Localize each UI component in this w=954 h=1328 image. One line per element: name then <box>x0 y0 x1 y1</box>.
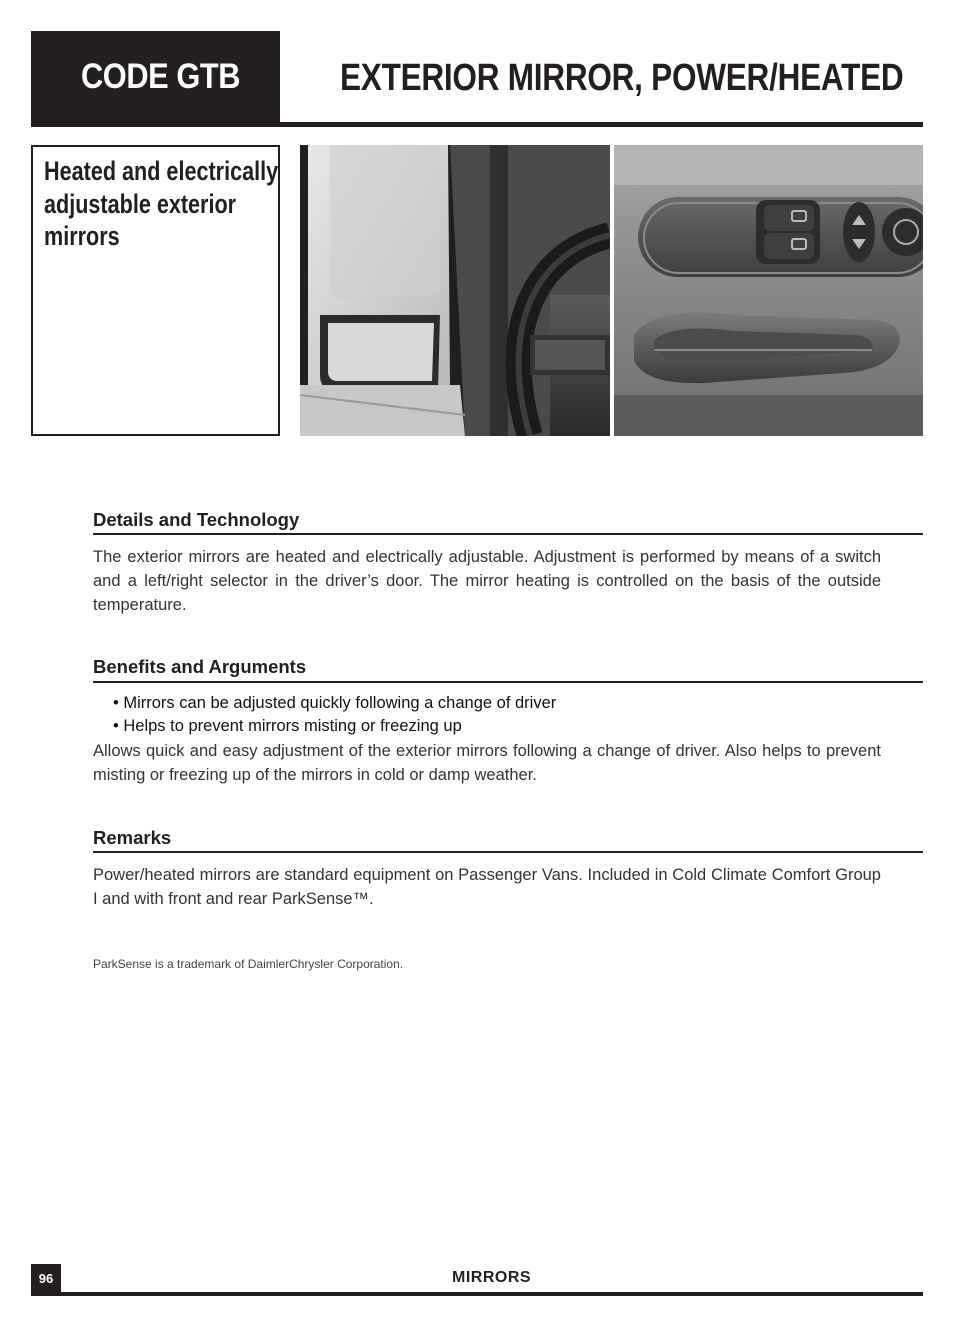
exterior-mirror-photo <box>300 145 610 436</box>
remarks-body: Power/heated mirrors are standard equipment on Passenger Vans. Included in Cold Climate Comfort Group I and with front and rear ParkSense™. <box>93 866 881 908</box>
title-divider <box>280 122 923 127</box>
code-label: CODE GTB <box>81 57 241 96</box>
benefits-heading: Benefits and Arguments <box>93 656 307 677</box>
exterior-mirror-image <box>300 145 610 436</box>
code-label-box <box>31 31 280 127</box>
footer-divider <box>31 1292 923 1296</box>
benefits-divider <box>93 681 923 683</box>
details-divider <box>93 533 923 535</box>
door-switch-panel-photo <box>614 145 923 436</box>
summary-box <box>31 145 280 436</box>
details-heading: Details and Technology <box>93 509 300 530</box>
summary-text: Heated and electrically adjustable exterior mirrors <box>44 156 279 251</box>
benefit-bullet-2: • Helps to prevent mirrors misting or freezing up <box>113 717 462 735</box>
details-body: The exterior mirrors are heated and electrically adjustable. Adjustment is performed by means of a switch and a left/right selector in the driver’s door. The mirror heating is controlled on the basis of the outside temperature. <box>93 548 881 614</box>
benefits-body: Allows quick and easy adjustment of the exterior mirrors following a change of driver. Also helps to prevent misting or freezing up of the mirrors in cold or damp weather. <box>93 742 881 784</box>
door-switch-image <box>614 145 923 436</box>
remarks-divider <box>93 851 923 853</box>
benefit-bullet-1: • Mirrors can be adjusted quickly following a change of driver <box>113 694 557 712</box>
remarks-heading: Remarks <box>93 827 172 848</box>
trademark-footnote: ParkSense is a trademark of DaimlerChrysler Corporation. <box>93 957 404 971</box>
page-number: 96 <box>31 1264 61 1294</box>
page-title: EXTERIOR MIRROR, POWER/HEATED <box>340 57 904 99</box>
footer-section-label: MIRRORS <box>452 1269 532 1286</box>
